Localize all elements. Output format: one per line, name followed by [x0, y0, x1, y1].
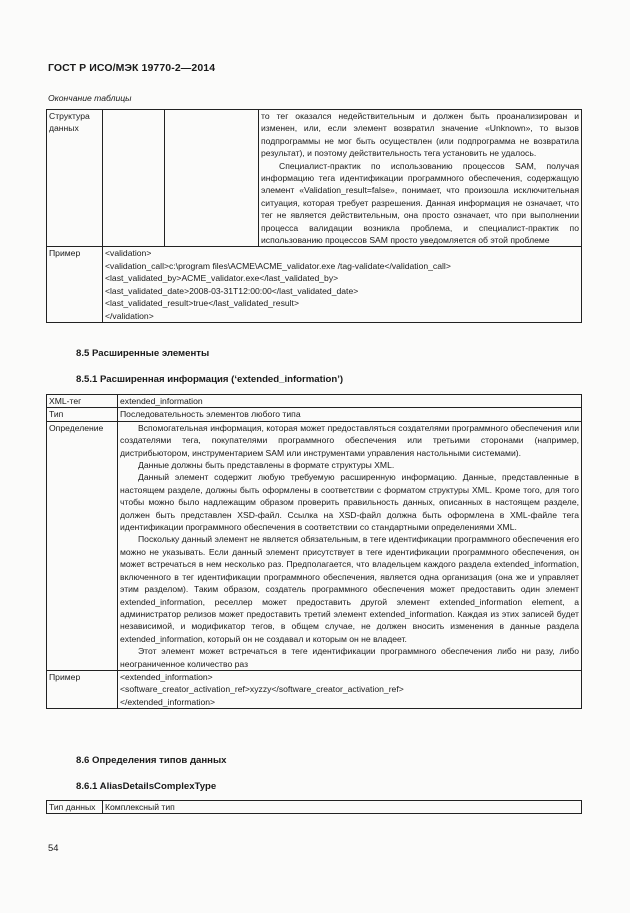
code-line: <software_creator_activation_ref>xyzzy</software_creator_activation_ref>	[120, 684, 404, 695]
code-line: <last_validated_result>true</last_validated_result>	[105, 298, 299, 309]
value-xml-tag: extended_information	[118, 395, 582, 408]
label-definition: Определение	[47, 421, 118, 670]
alias-details-table	[46, 800, 582, 814]
structure-table	[46, 109, 582, 323]
label-xml-tag: XML-тег	[47, 395, 118, 408]
table-row	[47, 247, 582, 322]
section-heading-8-6-1: 8.6.1 AliasDetailsComplexType	[76, 781, 217, 792]
code-line: <validation>	[105, 248, 152, 259]
structure-description	[259, 110, 582, 247]
definition-text	[118, 421, 582, 670]
table-row	[47, 395, 582, 408]
empty-cell	[103, 110, 165, 247]
code-line: <validation_call>c:\program files\ACME\ACME_validator.exe /tag-validate</validation_call>	[105, 260, 451, 271]
row-label-structure: Структура данных	[47, 110, 103, 247]
section-heading-8-6: 8.6 Определения типов данных	[76, 755, 227, 766]
structure-paragraph: Специалист-практик по использованию процессов SAM, получая информацию тега идентификации программного обеспечения, содержащую элемент «Validation_result=false», понимает, что произошла исключительная ситуация, которая требует разрешения. Данная информация не означает, что тег не является действительным, она просто означает, что при выполнении процесса валидации возникла проблема, и специалист-практик по использованию процессов SAM просто уведомляется об этой проблеме	[261, 160, 579, 246]
definition-paragraph: Поскольку данный элемент не является обязательным, в теге идентификации программного обеспечения его можно не указывать. Если данный элемент присутствует в теге идентификации программного обеспечения, он может встречаться в нем несколько раз. Предполагается, что владельцем каждого раздела extended_information, включенного в тег идентификации программного обеспечения, является одна организация (она же и управляет этим разделом). Таким образом, создатель программного обеспечения может предоставить один элемент extended_information, реселлер может предоставить другой элемент extended_information element, а администратор релизов может предоставить третий элемент extended_information. Каждая из этих записей будет независимой, и модификатор тегов, в общем случае, не должен вносить изменения в данные раздела extended_information, который он не создавал и которым он не владеет.	[120, 534, 579, 644]
table-continuation-caption: Окончание таблицы	[48, 93, 132, 103]
definition-paragraph: Вспомогательная информация, которая может предоставляться создателями программного обеспечения или создателями тега, покупателями программного обеспечения или третьими сторонами (например, дистрибьютором, инструментарием SAM или инструментами управления настольными системами).	[120, 422, 579, 458]
label-type: Тип	[47, 408, 118, 421]
table-row	[47, 408, 582, 421]
page-number: 54	[48, 842, 59, 853]
definition-paragraph: Этот элемент может встречаться в теге идентификации программного обеспечения либо ни разу, либо неограниченное количество раз	[120, 646, 579, 669]
label-example: Пример	[47, 670, 118, 708]
code-line: <extended_information>	[120, 671, 213, 682]
structure-paragraph: то тег оказался недействительным и должен быть проанализирован и изменен, или, если элемент возвратил значение «Unknown», то вызов подпрограммы не мог быть осуществлен (или подпрограмма не возвратила результат), и поэтому действительность тега установить не удалось.	[261, 111, 579, 159]
code-line: <last_validated_by>ACME_validator.exe</last_validated_by>	[105, 273, 339, 284]
value-type: Последовательность элементов любого типа	[118, 408, 582, 421]
validation-example-code	[103, 247, 582, 322]
label-data-type: Тип данных	[47, 801, 103, 814]
value-data-type: Комплексный тип	[103, 801, 582, 814]
table-row	[47, 801, 582, 814]
table-row	[47, 421, 582, 670]
standard-title: ГОСТ Р ИСО/МЭК 19770-2—2014	[48, 62, 216, 74]
definition-paragraph: Данные должны быть представлены в формате структуры XML.	[138, 460, 395, 471]
row-label-example: Пример	[47, 247, 103, 322]
code-line: </extended_information>	[120, 696, 216, 707]
extended-information-table	[46, 394, 582, 709]
empty-cell	[165, 110, 259, 247]
extended-example-code	[118, 670, 582, 708]
section-heading-8-5-1: 8.5.1 Расширенная информация (‘extended_information’)	[76, 374, 344, 385]
code-line: <last_validated_date>2008-03-31T12:00:00</last_validated_date>	[105, 285, 359, 296]
section-heading-8-5: 8.5 Расширенные элементы	[76, 348, 210, 359]
code-line: </validation>	[105, 310, 154, 321]
definition-paragraph: Данный элемент содержит любую требуемую расширенную информацию. Данные, представленные в настоящем разделе, должны быть оформлены в соответствии с форматом структуры XML. Кроме того, для того чтобы можно было надлежащим образом проверить правильность данных, описанных в настоящем разделе, должен быть представлен XSD-файл. Ссылка на XSD-файл должна быть оформлена в XML-файле тега идентификации программного обеспечения в соответствии со стандартными определениями XML.	[120, 472, 579, 533]
table-row	[47, 670, 582, 708]
table-row	[47, 110, 582, 247]
